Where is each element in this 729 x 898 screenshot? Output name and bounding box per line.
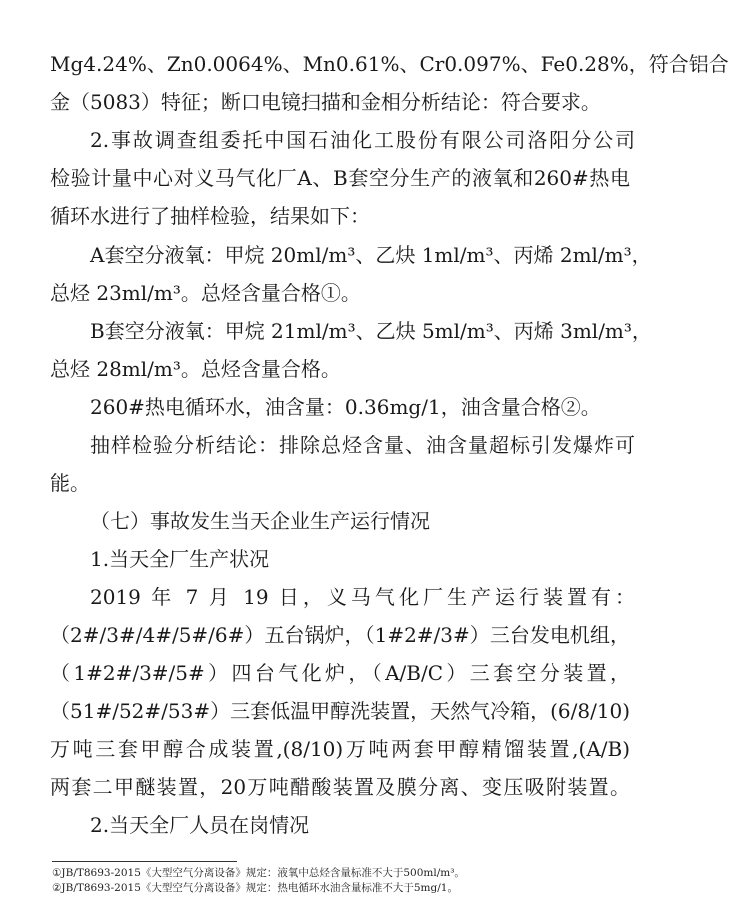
body-line-20: 两套二甲醚装置，20万吨醋酸装置及膜分离、变压吸附装置。	[50, 775, 630, 799]
body-line-19: 万吨三套甲醇合成装置,(8/10)万吨两套甲醇精馏装置,(A/B)	[50, 737, 630, 761]
body-line-1: Mg4.24%、Zn0.0064%、Mn0.61%、Cr0.097%、Fe0.28%，符合铝合	[50, 52, 729, 76]
subsection-heading-1: 1.当天全厂生产状况	[90, 547, 270, 571]
body-line-17: （1#2#/3#/5#）四台气化炉，（A/B/C）三套空分装置，	[50, 661, 630, 685]
footnote-separator	[52, 861, 237, 862]
body-line-8: B套空分液氧：甲烷 21ml/m³、乙炔 5ml/m³、丙烯 3ml/m³，	[90, 319, 652, 343]
footnote-1: ①JB/T8693-2015《大型空气分离设备》规定：液氧中总烃含量标准不大于500ml/m³。	[52, 867, 465, 879]
body-line-4: 检验计量中心对义马气化厂A、B套空分生产的液氧和260#热电	[50, 166, 630, 190]
body-line-12: 能。	[50, 471, 90, 495]
body-line-2: 金（5083）特征；断口电镜扫描和金相分析结论：符合要求。	[50, 90, 601, 114]
subsection-heading-2: 2.当天全厂人员在岗情况	[90, 813, 310, 837]
body-line-9: 总烃 28ml/m³。总烃含量合格。	[50, 357, 341, 381]
body-line-18: （51#/52#/53#）三套低温甲醇洗装置，天然气冷箱，(6/8/10)	[50, 699, 631, 723]
body-line-3: 2.事故调查组委托中国石油化工股份有限公司洛阳分公司	[90, 128, 635, 152]
footnote-2: ②JB/T8693-2015《大型空气分离设备》规定：热电循环水油含量标准不大于5mg/1。	[52, 882, 458, 894]
section-heading: （七）事故发生当天企业生产运行情况	[90, 509, 430, 533]
body-line-6: A套空分液氧：甲烷 20ml/m³、乙炔 1ml/m³、丙烯 2ml/m³，	[90, 243, 652, 267]
body-line-5: 循环水进行了抽样检验，结果如下：	[50, 204, 370, 228]
body-line-15: 2019 年 7 月 19 日，义马气化厂生产运行装置有：	[90, 585, 635, 609]
body-line-10: 260#热电循环水，油含量：0.36mg/1，油含量合格②。	[90, 395, 601, 419]
body-line-11: 抽样检验分析结论：排除总烃含量、油含量超标引发爆炸可	[90, 433, 635, 457]
body-line-16: （2#/3#/4#/5#/6#）五台锅炉，（1#2#/3#）三台发电机组，	[50, 623, 630, 647]
body-line-7: 总烃 23ml/m³。总烃含量合格①。	[50, 281, 361, 305]
